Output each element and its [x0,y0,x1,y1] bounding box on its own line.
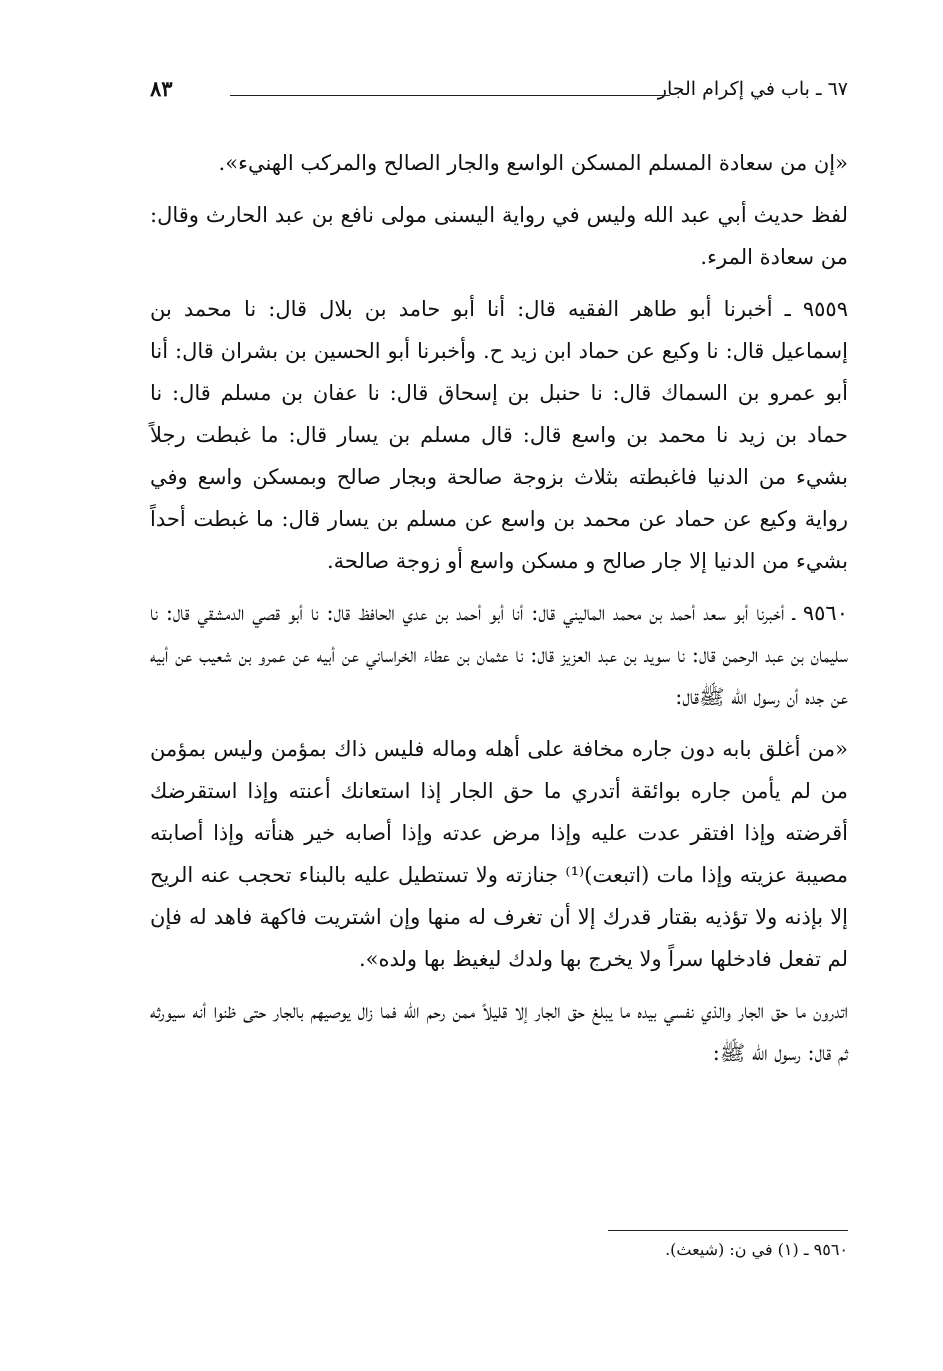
paragraph-closing: اتدرون ما حق الجار والذي نفسي بيده ما يبلغ حق الجار إلا قليلاً ممن رحم الله فما زال يوصيهم بالجار حتى ظنوا أنه سيورثه ثم قال: رسول الله ﷺ: [150,999,848,1065]
header-rule [230,95,670,96]
chapter-title: ٦٧ ـ باب في إكرام الجار [657,78,848,100]
page-number: ٨٣ [150,76,173,101]
paragraph-note: لفظ حديث أبي عبد الله وليس في رواية اليسنى مولى نافع بن عبد الحارث وقال: من سعادة المرء. [150,203,848,269]
main-text [150,142,848,1080]
footnote-divider [608,1230,848,1231]
paragraph-9559: ٩٥٥٩ ـ أخبرنا أبو طاهر الفقيه قال: أنا أبو حامد بن بلال قال: نا محمد بن إسماعيل قال: نا وكيع عن حماد ابن زيد ح. وأخبرنا أبو الحسين بن بشران قال: أنا أبو عمرو بن السماك قال: نا حنبل بن إسحاق قال: نا عفان بن مسلم قال: نا حماد بن زيد نا محمد بن واسع قال: قال مسلم بن يسار قال: ما غبطت رجلاً بشيء من الدنيا فاغبطته بثلاث بزوجة صالحة وبجار صالح وبمسكن واسع وفي رواية وكيع عن حماد عن محمد بن واسع عن مسلم بن يسار قال: ما غبطت أحداً بشيء من الدنيا إلا جار صالح و مسكن واسع أو زوجة صالحة. [150,297,848,573]
book-page [150,70,848,1270]
paragraph-hadith-neighbor: «من أغلق بابه دون جاره مخافة على أهله وماله فليس ذاك بمؤمن وليس بمؤمن من لم يأمن جاره بوائقة أتدري ما حق الجار إذا استعانك أعنته وإذا استقرضك أقرضته وإذا افتقر عدت عليه وإذا مرض عدته وإذا أصابه خير هنأته وإذا أصابته مصيبة عزيته وإذا مات (اتبعت)⁽¹⁾ جنازته ولا تستطيل عليه بالبناء تحجب عنه الريح إلا بإذنه ولا تؤذيه بقتار قدرك إلا أن تغرف له منها وإن اشتريت فاكهة فاهد له فإن لم تفعل فادخلها سراً ولا يخرج بها ولدك ليغيظ بها ولده». [150,737,848,971]
paragraph-9560: ٩٥٦٠ ـ أخبرنا أبو سعد أحمد بن محمد الماليني قال: أنا أبو أحمد بن عدي الحافظ قال: نا أبو قصي الدمشقي قال: نا سليمان بن عبد الرحمن قال: نا سويد بن عبد العزيز قال: نا عثمان بن عطاء الخراساني عن أبيه عن عمرو بن شعيب عن أبيه عن جده أن رسول الله ﷺقال: [150,601,848,709]
page-header [150,70,848,110]
footnote: ٩٥٦٠ ـ (١) في ن: (شيعث). [665,1240,848,1259]
paragraph-hadith-quote: «إن من سعادة المسلم المسكن الواسع والجار الصالح والمركب الهنيء». [218,151,848,175]
